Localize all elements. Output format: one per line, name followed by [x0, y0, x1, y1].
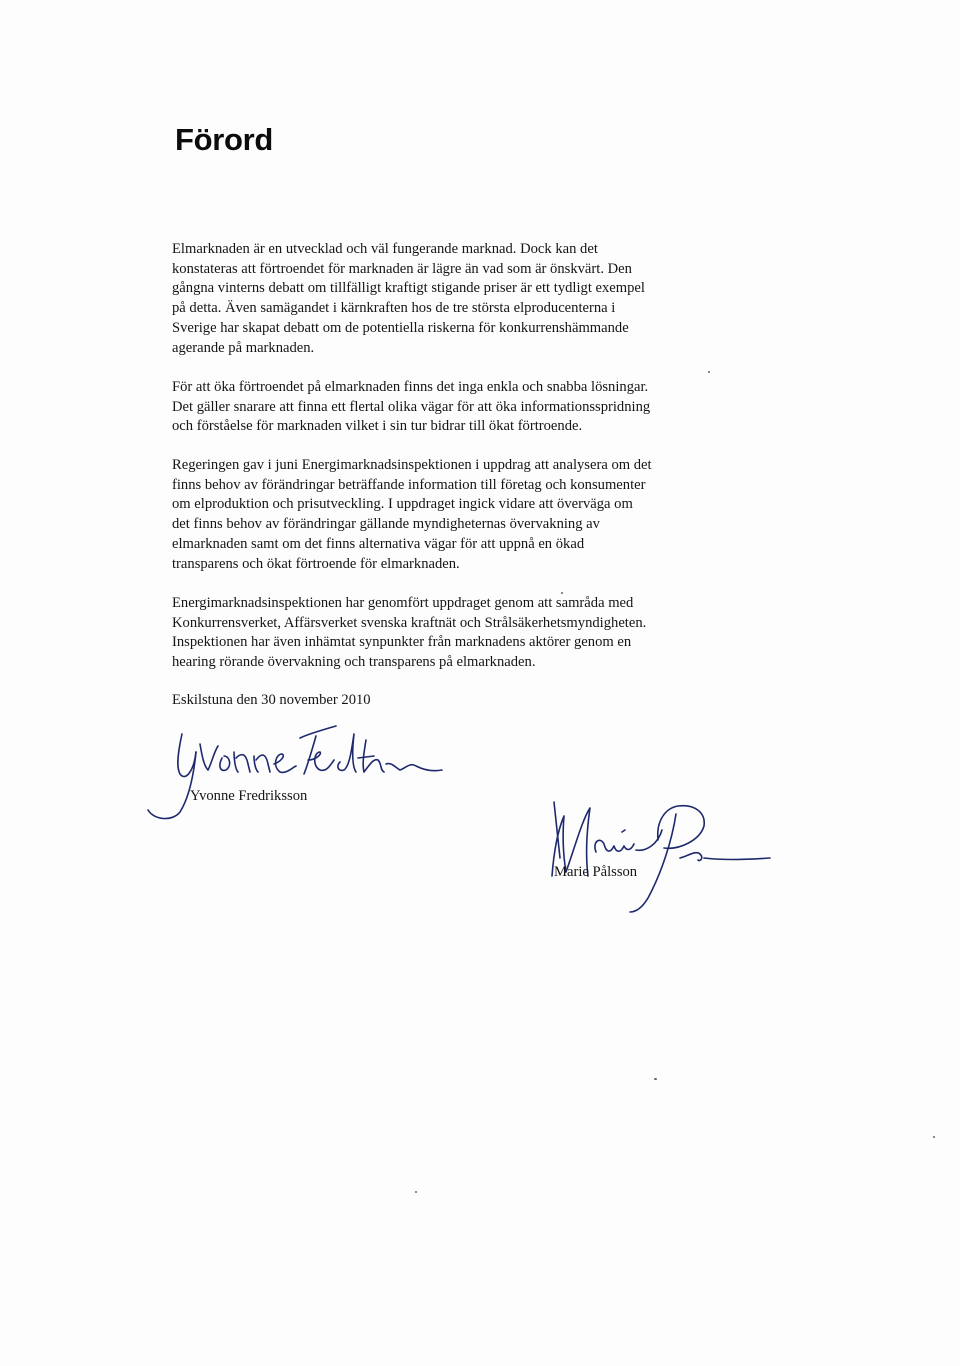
- signature-block-2: [530, 780, 780, 915]
- handwritten-signature-icon: [140, 712, 460, 832]
- paragraph-intro: Elmarknaden är en utvecklad och väl fungerande marknad. Dock kan det konstateras att förtroendet för marknaden är lägre än vad som är önskvärt. Den gångna vinterns debatt om tillfälligt kraftigt stigande priser är ett tydligt exempel på detta. Även samägandet i kärnkraften hos de tre största elproducenterna i Sverige har skapat debatt om de potentiella riskerna för konkurrenshämmande agerande på marknaden.: [172, 241, 645, 356]
- paragraph-assignment: Regeringen gav i juni Energimarknadsinspektionen i uppdrag att analysera om det finns behov av förändringar beträffande information till företag och konsumenter om elproduktion och prisutveckling. I uppdraget ingick vidare att överväga om det finns behov av förändringar gällande myndigheternas övervakning av elmarknaden samt om det finns alternativa vägar för att uppnå en ökad transparens och ökat förtroende för elmarknaden.: [172, 457, 652, 572]
- page-title: Förord: [175, 122, 274, 157]
- paragraph-trust: För att öka förtroendet på elmarknaden finns det inga enkla och snabba lösningar. Det gäller snarare att finna ett flertal olika vägar för att öka informationsspridning och förståelse för marknaden vilket i sin tur bidrar till ökat förtroende.: [172, 379, 651, 435]
- scan-speck: [415, 1191, 417, 1193]
- scan-speck: [561, 592, 563, 594]
- scan-speck: [654, 1078, 657, 1080]
- signature-block-1: [140, 712, 460, 832]
- signatory-name-1: Yvonne Fredriksson: [190, 788, 308, 804]
- signatory-name-2: Marie Pålsson: [554, 864, 638, 880]
- handwritten-signature-icon: [530, 780, 780, 915]
- scan-speck: [933, 1136, 935, 1138]
- place-and-date: Eskilstuna den 30 november 2010: [172, 692, 371, 708]
- scan-speck: [708, 371, 710, 373]
- paragraph-method: Energimarknadsinspektionen har genomfört uppdraget genom att samråda med Konkurrensverket, Affärsverket svenska kraftnät och Strålsäkerhetsmyndigheten. Inspektionen har även inhämtat synpunkter från marknadens aktörer genom en hearing rörande övervakning och transparens på elmarknaden.: [172, 595, 647, 671]
